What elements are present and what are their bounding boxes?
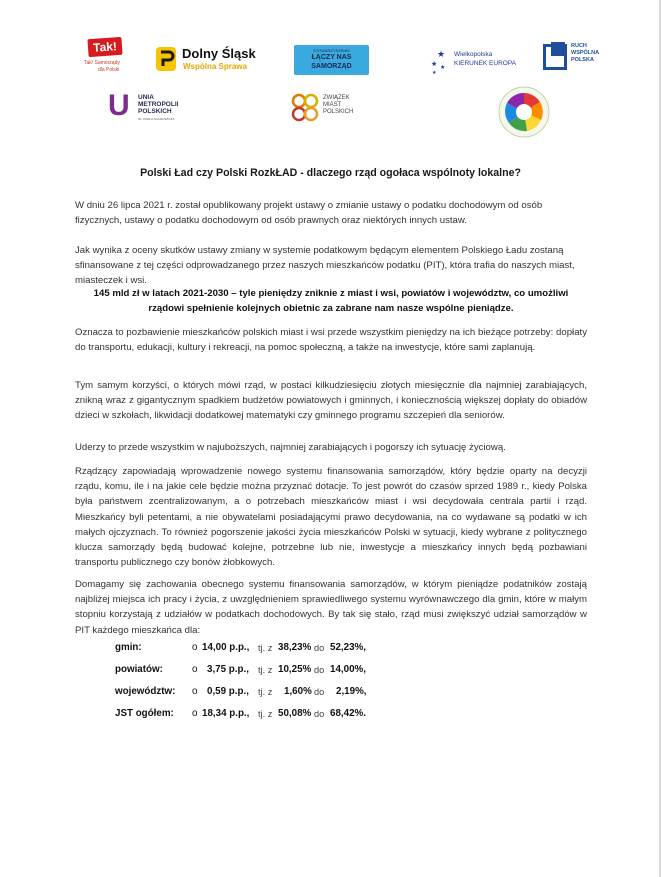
wielkopolska-logo [430,47,520,77]
share-marker: o [192,642,198,653]
share-marker: o [192,686,198,697]
unia-mark: U [108,89,130,122]
share-from: 50,08% [278,708,312,719]
wielkopolska-line-1: Wielkopolska [454,51,493,58]
share-to-word: do [314,643,325,653]
share-to: 14,00%, [330,664,366,675]
tak-caption-2: dla Polski [98,67,120,73]
paragraph-demand: Domagamy się zachowania obecnego systemu finansowania samorządów, w którym pieniądze podatników zostają najbliżej miejsca ich pracy i życia, z uwzględnieniem sprawiedliwego systemu wyrównawczego dla gmin, które w małym stopniu korzystają z udziałów w podatkach dochodowych. By tak się stało, rząd musi zwiększyć udział samorządów w PIT każdego mieszkańca dla: [75,579,587,636]
share-pp: 14,00 p.p., [202,642,250,653]
round-emblem-logo [497,85,551,139]
share-from: 38,23% [278,642,312,653]
zwiazek-line-1: ZWIĄZEK [323,95,350,101]
dolny-slask-logo [155,44,265,74]
share-marker: o [192,664,198,675]
share-to-word: do [314,687,325,697]
share-label: powiatów: [115,664,163,675]
highlight-statement: 145 mld zł w latach 2021-2030 – tyle pieniędzy zniknie z miast i wsi, powiatów i województw, co umożliwi rządowi spełnienie kolejnych obietnic za zabrane nam nasze wspólne pieniądze. [93,288,569,315]
laczy-top: STOWARZYSZENIE [313,48,350,53]
unia-line-4: IM. PAWŁA ADAMOWICZA [138,117,175,121]
share-tj: tj. z [258,687,273,697]
share-label: gmin: [115,642,142,653]
laczy-line-2: SAMORZĄD [311,63,352,70]
svg-text:★: ★ [437,49,446,59]
wielkopolska-line-2: KIERUNEK EUROPA [454,60,517,67]
paragraph-impact: Uderzy to przede wszystkim w najuboższych, najmniej zarabiających i pogorszy ich sytuację życiową. [75,442,506,453]
share-label: JST ogółem: [115,708,174,719]
dolny-slask-emblem-icon [155,46,177,72]
paragraph-new-system: Rządzący zapowiadają wprowadzenie nowego systemu finansowania samorządów, który będzie oparty na decyzji rządu, komu, ile i na jakie cele będzie można przyznać dotacje. To jest powrót do czasów sprzed 1989 r., kiedy Polska była państwem zcentralizowanym, a o potrzebach mieszkańców miast i wsi decydowała centrala partii i rząd. Mieszkańcy byli petentami, a nie obywatelami posiadającymi prawo decydowania, na co wydawane są podatki w ich małych ojczyznach. To również pogorszenie jakości życia mieszkańców Polski w sytuacji, kiedy wybrane z politycznego klucza samorządy będą budować kolejne, potrzebne lub nie, inwestycje a mieszkańcy innych będą pozbawiani transportu publicznego czy bonów żłobkowych. [75,466,587,569]
unia-line-3: POLSKICH [138,108,172,115]
laczy-nas-samorzad-logo [294,45,369,75]
svg-text:★: ★ [440,65,446,71]
laczy-line-1: ŁĄCZY NAS [311,54,352,61]
wielkopolska-stars-icon [430,47,452,75]
ruch-line-1: RUCH [571,43,587,49]
share-label: województw: [115,686,176,697]
share-pp: 3,75 p.p., [207,664,249,675]
share-from: 1,60% [284,686,312,697]
svg-text:★: ★ [431,61,438,68]
paragraph-meaning: Oznacza to pozbawienie mieszkańców polskich miast i wsi przede wszystkim pieniędzy na ich bieżące potrzeby: dopłaty do transportu, edukacji, kultury i rekreacji, na pomoc społeczną, a także na inwestycje, które sami zaplanują. [75,327,587,354]
share-marker: o [192,708,198,719]
svg-text:★: ★ [432,70,437,75]
zwiazek-line-3: POLSKICH [323,109,354,115]
ruch-mark-inner-icon [551,42,565,56]
ruch-line-3: POLSKA [571,57,594,63]
page-title: Polski Ład czy Polski RozkŁAD - dlaczego rząd ogołaca wspólnoty lokalne? [140,167,521,179]
share-tj: tj. z [258,709,273,719]
unia-line-1: UNIA [138,94,154,101]
unia-metropolii-logo [108,89,188,128]
share-tj: tj. z [258,643,273,653]
ruch-line-2: WSPÓLNA [571,50,600,56]
share-pp: 18,34 p.p., [202,708,250,719]
tak-mark: Tak! [87,37,122,57]
paragraph-intro: W dniu 26 lipca 2021 r. został opublikowany projekt ustawy o zmianie ustawy o podatku dochodowym od osób fizycznych, ustawy o podatku dochodowym od osób prawnych oraz niektórych innych ustaw. [75,200,543,227]
share-to-word: do [314,665,325,675]
unia-line-2: METROPOLII [138,101,179,108]
share-tj: tj. z [258,665,273,675]
paragraph-benefits: Tym samym korzyści, o których mówi rząd, w postaci kilkudziesięciu złotych miesięcznie dla najmniej zarabiających, znikną wraz z gigantycznym spadkiem budżetów powiatowych i gminnych, i koniecznością większej dopłaty do obiadów dzieci w szkołach, likwidacji dodatkowej matematyki czy gminnego programu szczepień dla seniorów. [75,380,587,422]
paragraph-assessment: Jak wynika z oceny skutków ustawy zmiany w systemie podatkowym będącym elementem Polskiego Ładu zostaną sfinansowane z tej części odprowadzanego przez naszych mieszkańców podatku (PIT), która trafia do naszych miast, miasteczek i wsi. [75,245,575,287]
round-emblem-icon [497,85,551,139]
share-to-word: do [314,709,325,719]
share-pp: 0,59 p.p., [207,686,249,697]
share-to: 2,19%, [336,686,367,697]
share-to: 52,23%, [330,642,366,653]
tak-caption-1: Tak! Samorządy [84,60,120,66]
zwiazek-line-2: MIAST [323,102,342,108]
dolny-slask-name: Dolny Śląsk [182,46,256,61]
share-from: 10,25% [278,664,312,675]
zwiazek-rings-icon [290,92,320,124]
zwiazek-miast-polskich-logo [290,92,370,126]
ruch-wspolna-polska-logo [543,42,603,74]
tak-samorzady-logo [84,38,132,80]
dolny-slask-tagline: Wspólna Sprawa [183,62,248,71]
share-to: 68,42%. [330,708,366,719]
